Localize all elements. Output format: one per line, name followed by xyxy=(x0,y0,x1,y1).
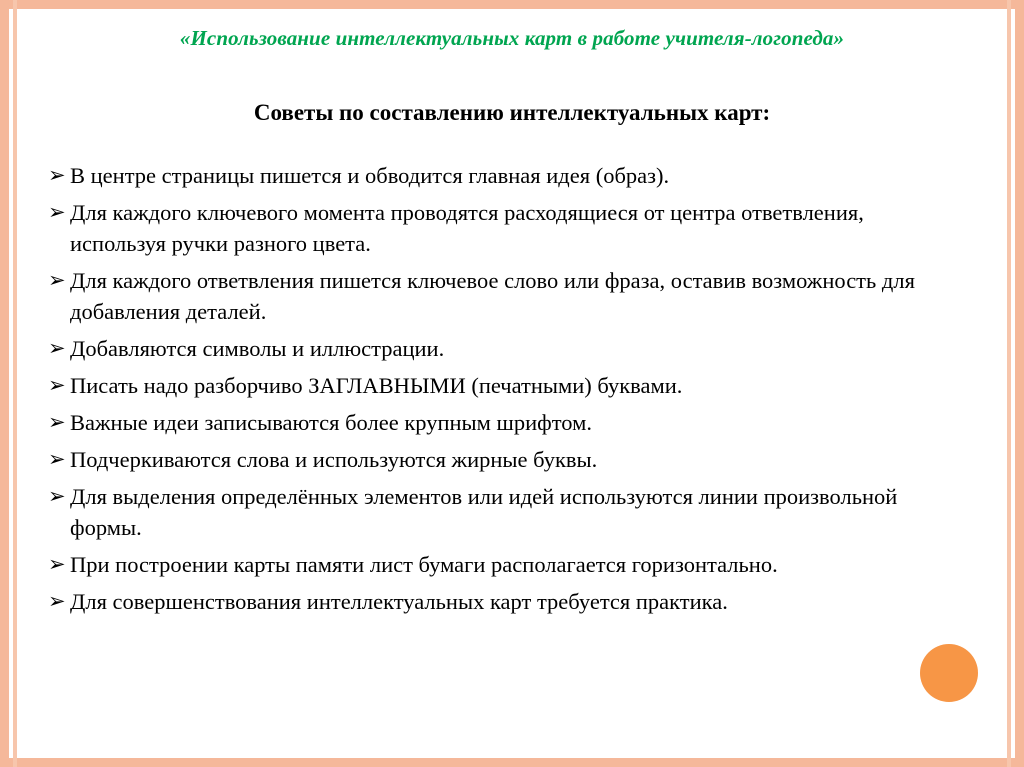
list-item-text: Писать надо разборчиво ЗАГЛАВНЫМИ (печатными) буквами. xyxy=(70,373,683,398)
list-item xyxy=(48,265,948,327)
arrow-bullet-icon: ➢ xyxy=(48,268,66,292)
list-item-text: Для совершенствования интеллектуальных карт требуется практика. xyxy=(70,589,728,614)
list-item xyxy=(48,586,948,617)
arrow-bullet-icon: ➢ xyxy=(48,589,66,613)
decorative-frame-top xyxy=(0,0,1024,9)
arrow-bullet-icon: ➢ xyxy=(48,447,66,471)
arrow-bullet-icon: ➢ xyxy=(48,552,66,576)
list-item-text: В центре страницы пишется и обводится главная идея (образ). xyxy=(70,163,670,188)
slide-subtitle: Советы по составлению интеллектуальных карт: xyxy=(253,100,771,125)
list-item xyxy=(48,197,948,259)
list-item xyxy=(48,407,948,438)
decorative-circle xyxy=(920,644,978,702)
list-item xyxy=(48,444,948,475)
list-item-text: Для каждого ключевого момента проводятся расходящиеся от центра ответвления, используя ручки разного цвета. xyxy=(70,200,864,256)
arrow-bullet-icon: ➢ xyxy=(48,336,66,360)
list-item-text: При построении карты памяти лист бумаги располагается горизонтально. xyxy=(70,552,778,577)
arrow-bullet-icon: ➢ xyxy=(48,484,66,508)
arrow-bullet-icon: ➢ xyxy=(48,163,66,187)
list-item-text: Добавляются символы и иллюстрации. xyxy=(70,336,445,361)
list-item-text: Для каждого ответвления пишется ключевое слово или фраза, оставив возможность для добавления деталей. xyxy=(70,268,915,324)
list-item-text: Для выделения определённых элементов или идей используются линии произвольной формы. xyxy=(70,484,898,540)
list-item xyxy=(48,160,948,191)
list-item xyxy=(48,549,948,580)
decorative-frame-bottom xyxy=(0,758,1024,767)
list-item xyxy=(48,481,948,543)
arrow-bullet-icon: ➢ xyxy=(48,373,66,397)
slide-title: «Использование интеллектуальных карт в работе учителя-логопеда» xyxy=(179,26,845,50)
arrow-bullet-icon: ➢ xyxy=(48,200,66,224)
list-item xyxy=(48,333,948,364)
list-item-text: Подчеркиваются слова и используются жирные буквы. xyxy=(70,447,598,472)
bullet-list xyxy=(48,160,948,623)
list-item-text: Важные идеи записываются более крупным шрифтом. xyxy=(70,410,592,435)
arrow-bullet-icon: ➢ xyxy=(48,410,66,434)
list-item xyxy=(48,370,948,401)
